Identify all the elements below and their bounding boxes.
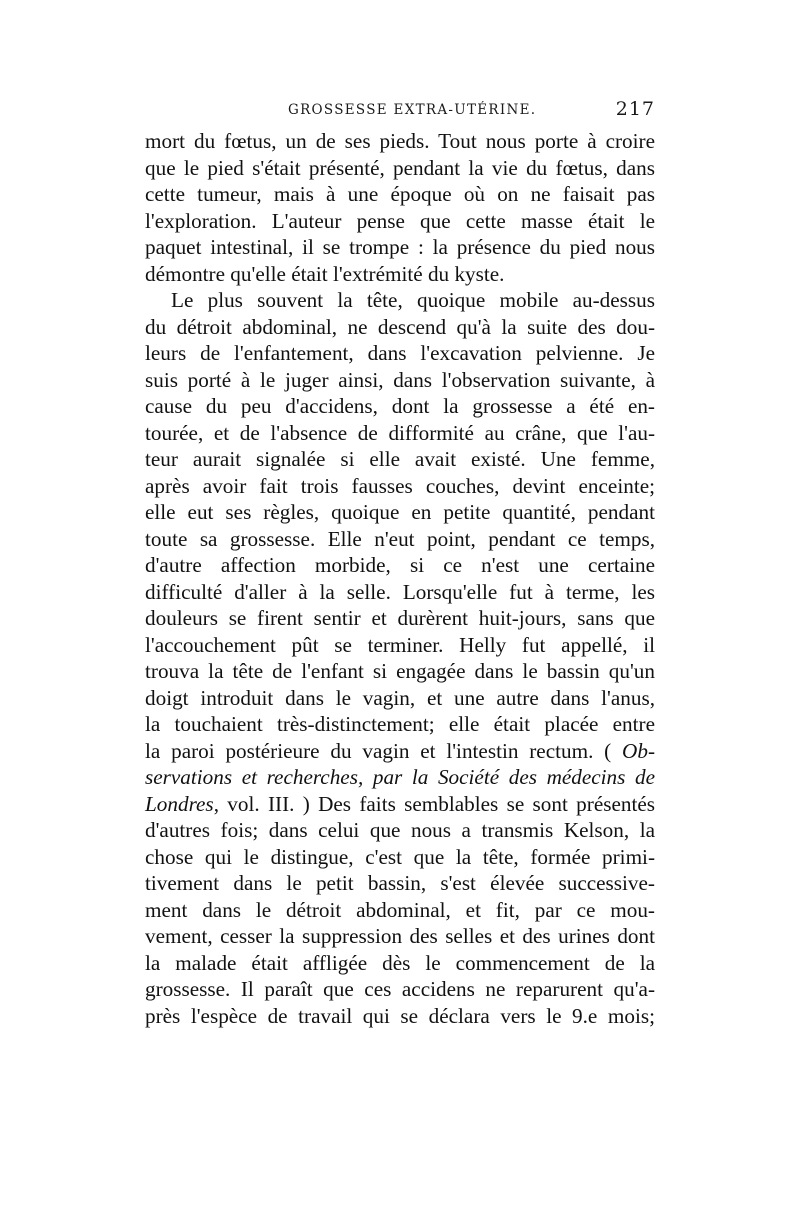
text-line: la touchaient très-distinctement; elle était placée entre	[145, 712, 655, 736]
text-line: teur aurait signalée si elle avait existé. Une femme,	[145, 447, 655, 471]
text-line: l'exploration. L'auteur pense que cette masse était le	[145, 208, 655, 233]
text-line: leurs de l'enfantement, dans l'excavation pelvienne. Je	[145, 341, 655, 365]
text-line: grossesse. Il paraît que ces accidens ne reparurent qu'a-	[145, 977, 655, 1001]
text-line: Londres, vol. III. ) Des faits semblables se sont présentés	[145, 791, 655, 816]
text-line: que le pied s'était présenté, pendant la vie du fœtus, dans	[145, 155, 655, 180]
italic-citation-line: servations et recherches, par la Société des médecins de	[145, 765, 655, 789]
text-line: l'accouchement pût se terminer. Helly fut appellé, il	[145, 632, 655, 657]
text-line: chose qui le distingue, c'est que la tête, formée primi-	[145, 844, 655, 869]
text-line: tivement dans le petit bassin, s'est élevée successive-	[145, 871, 655, 895]
paragraph-start-line: Le plus souvent la tête, quoique mobile au-dessus	[171, 288, 655, 312]
italic-citation: Londres	[145, 791, 214, 816]
text-line: après avoir fait trois fausses couches, devint enceinte;	[145, 473, 655, 498]
text-line: elle eut ses règles, quoique en petite quantité, pendant	[145, 500, 655, 524]
text-line: tourée, et de l'absence de difformité au crâne, que l'au-	[145, 420, 655, 445]
text-line: la paroi postérieure du vagin et l'intestin rectum. ( Ob-	[145, 738, 655, 763]
text-line: vement, cesser la suppression des selles et des urines dont	[145, 924, 655, 948]
text-line: toute sa grossesse. Elle n'eut point, pendant ce temps,	[145, 526, 655, 551]
text-line: trouva la tête de l'enfant si engagée dans le bassin qu'un	[145, 659, 655, 683]
text-line: ment dans le détroit abdominal, et fit, par ce mou-	[145, 897, 655, 922]
italic-citation: Ob-	[622, 738, 655, 763]
text-line: mort du fœtus, un de ses pieds. Tout nous porte à croire	[145, 129, 655, 153]
text-line: du détroit abdominal, ne descend qu'à la suite des dou-	[145, 314, 655, 339]
text-line: suis porté à le juger ainsi, dans l'observation suivante, à	[145, 367, 655, 392]
text-line: cause du peu d'accidens, dont la grossesse a été en-	[145, 394, 655, 418]
text-line: doigt introduit dans le vagin, et une autre dans l'anus,	[145, 685, 655, 710]
text-line: difficulté d'aller à la selle. Lorsqu'elle fut à terme, les	[145, 579, 655, 604]
text-line: paquet intestinal, il se trompe : la présence du pied nous	[145, 235, 655, 259]
running-title: GROSSESSE EXTRA-UTÉRINE.	[288, 102, 537, 118]
text-line: démontre qu'elle était l'extrémité du kyste.	[145, 261, 505, 286]
text-line: cette tumeur, mais à une époque où on ne faisait pas	[145, 182, 655, 206]
text-line: d'autre affection morbide, si ce n'est une certaine	[145, 553, 655, 577]
text-line: douleurs se firent sentir et durèrent huit-jours, sans que	[145, 606, 655, 630]
text-line: d'autres fois; dans celui que nous a transmis Kelson, la	[145, 818, 655, 842]
page-header	[145, 98, 655, 128]
body-text	[145, 128, 655, 1029]
text-line: la malade était affligée dès le commencement de la	[145, 950, 655, 975]
page-number: 217	[615, 98, 655, 120]
text-line: près l'espèce de travail qui se déclara vers le 9.e mois;	[145, 1003, 655, 1028]
